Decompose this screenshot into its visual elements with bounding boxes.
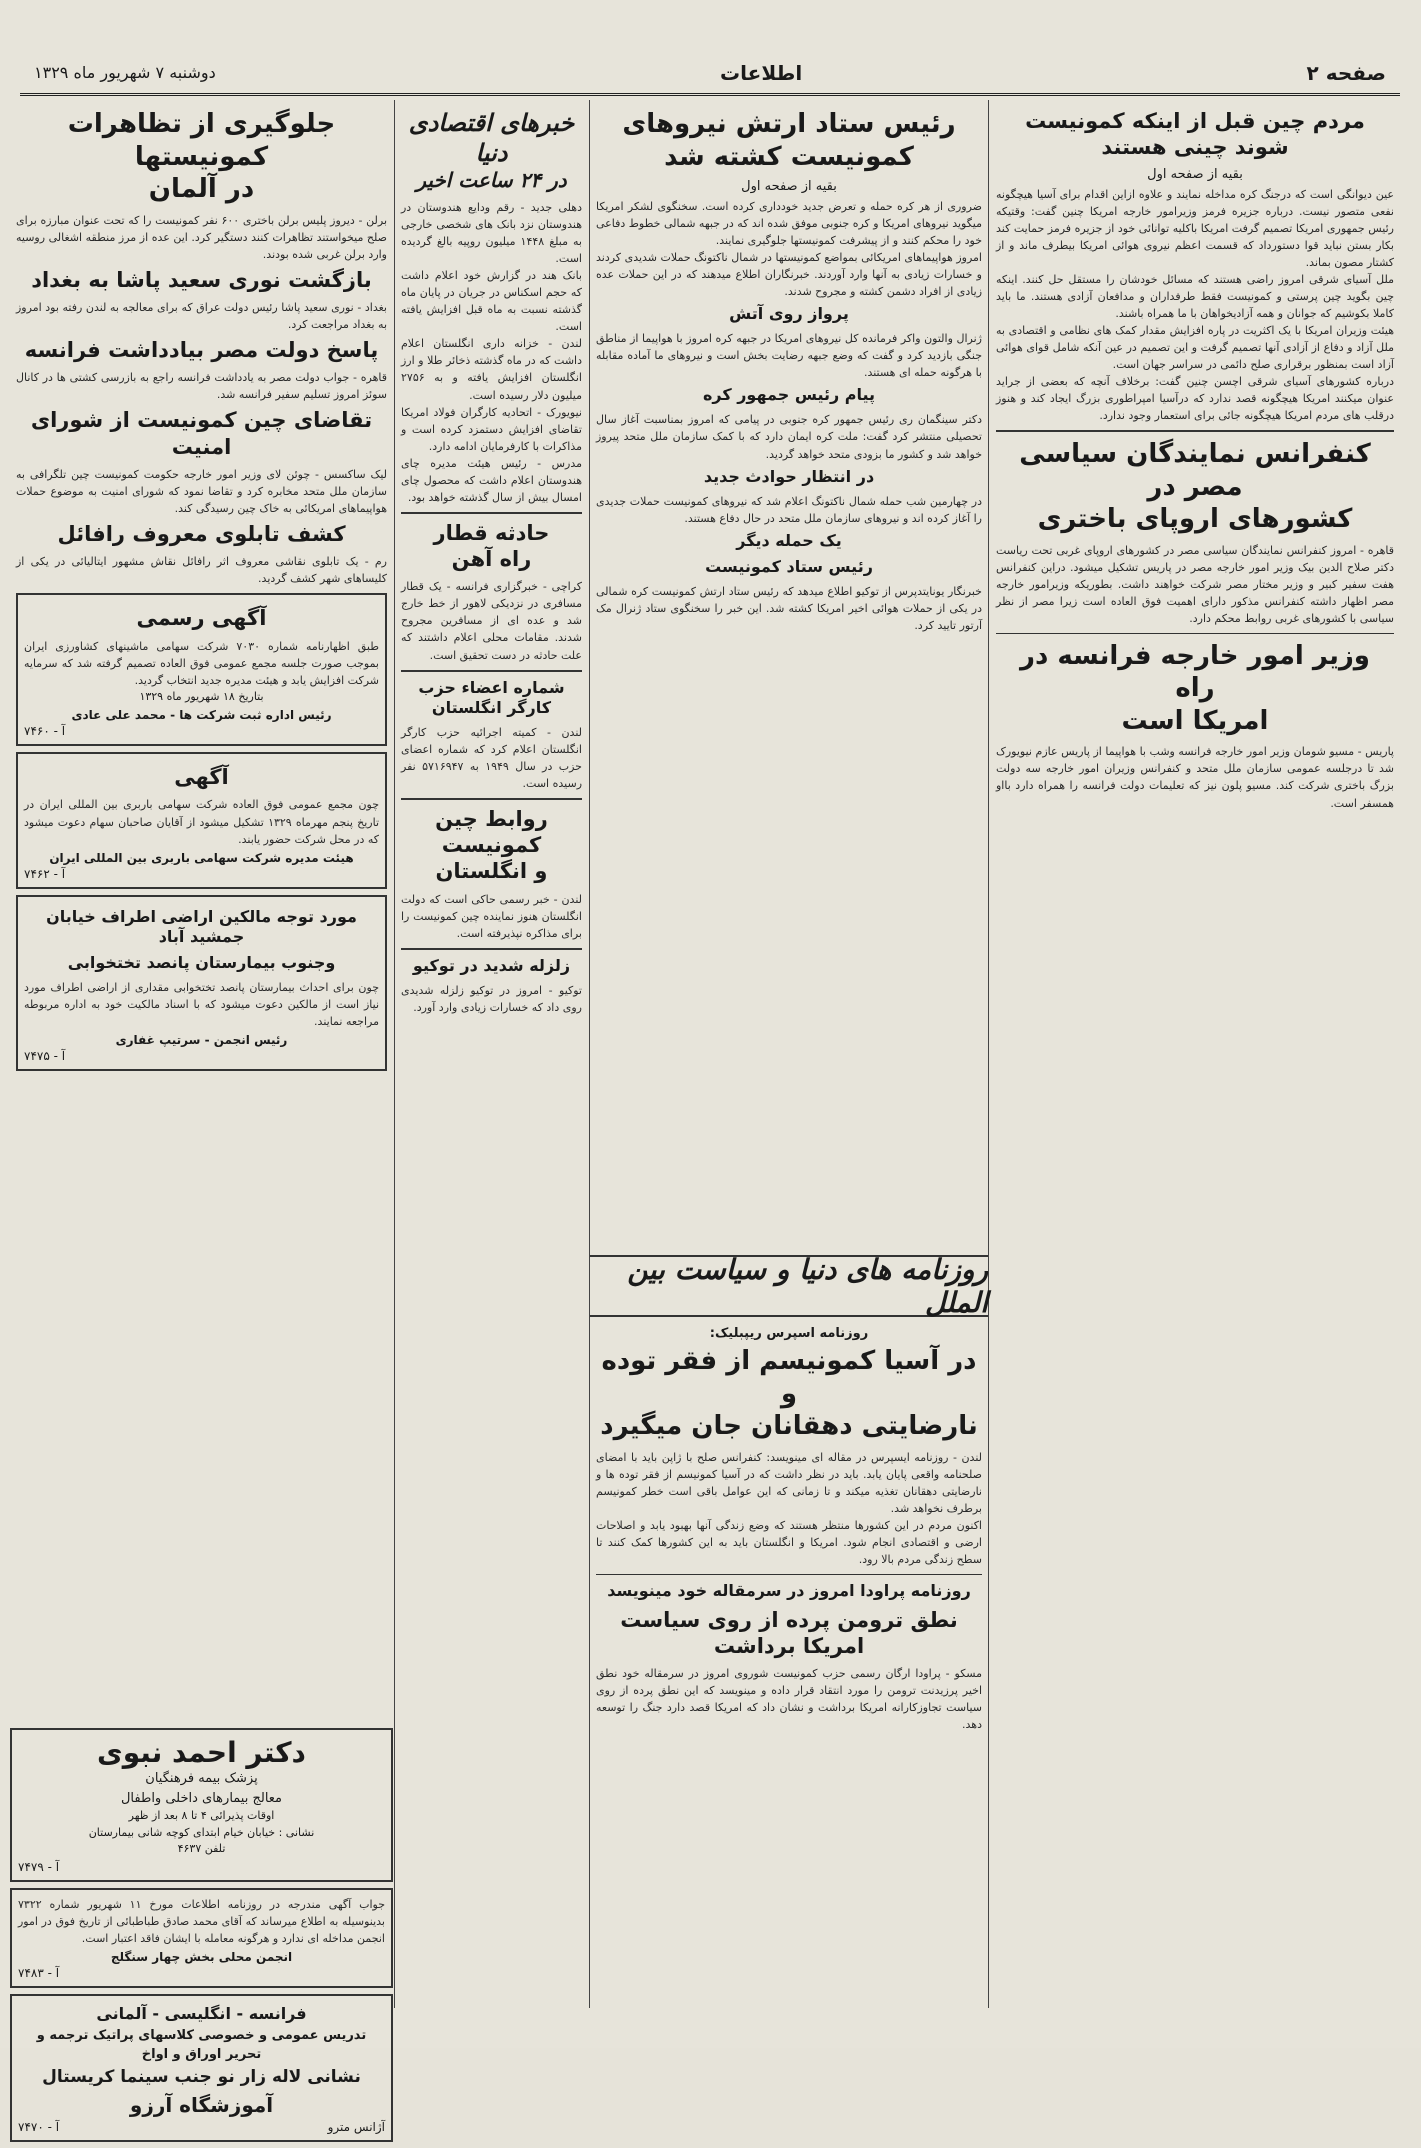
egypt-reply-headline: پاسخ دولت مصر بیادداشت فرانسه [24,337,379,362]
conference-headline [996,438,1394,536]
issue-date: دوشنبه ۷ شهریور ماه ۱۳۲۹ [34,63,216,82]
minister-headline-line1: وزیر امور خارجه فرانسه در راه [1020,640,1370,704]
doctor-line: معالج بیمارهای داخلی واطفال [120,1790,283,1806]
china-uk-headline-line1: روابط چین کمونیست [435,806,548,858]
section-divider [401,670,582,672]
doctor-phone: تلفن ۴۶۳۷ [177,1842,226,1855]
column-left [10,100,393,1718]
article-paragraph: برلن - دیروز پلیس برلن باختری ۶۰۰ نفر کمونیست را که تحت عنوان مبارزه برای صلح میخواستند تظاهرات کنند دستگیر کرد. این عده از مرز منطقه اشغالی روسیه وارد برلن غربی شده بودند. [16,213,388,261]
article-paragraph: ضروری از هر کره حمله و تعرض جدید خودداری کرده است. سخنگوی لشکر امریکا میگوید نیروهای امریکا و کره جنوبی موفق شده اند که در جبهه شمالی خطوط دفاعی خود را محکم کنند و از پیشرفت کمونیستها جلوگیری نمایند. [596,200,982,248]
subheading: در انتظار حوادث جدید [703,466,875,486]
article-paragraph: لیک ساکسس - چوئن لای وزیر امور خارجه حکومت کمونیست چین تلگرافی به سازمان ملل متحد مخابره کرد و تقاضا نمود که شورای امنیت به موضوع حملات هواپیماهای امریکائی به خاک چین رسیدگی کند. [16,467,387,515]
section-divider [401,948,582,950]
ad-text: طبق اظهارنامه شماره ۷۰۳۰ شرکت سهامی ماشینهای کشاورزی ایران بموجب صورت جلسه مجمع عمومی فوق العاده تصمیم گرفته شد که سرمایه شرکت افزایش یابد و هیئت مدیره جدید انتخاب گردید. [24,639,380,687]
article-paragraph: ژنرال والتون واکر فرمانده کل نیروهای امریکا در جبهه کره امروز با هواپیما از مناطق جنگی بازدید کرد و گفت که وضع جبهه رضایت بخش است و نیروهای ما آماده مقابله با هرگونه حمله ای هستند. [596,332,982,380]
official-notice-ad [16,593,387,746]
minister-headline [996,640,1394,738]
section-banner-title: روزنامه های دنیا و سیاست بین الملل [627,1253,988,1319]
section-divider [401,798,582,800]
school-address: نشانی لاله زار نو جنب سینما کریستال [42,2066,361,2087]
subheading: پرواز روی آتش [729,304,849,324]
doctor-ad [10,1728,393,1882]
conference-headline-line1: کنفرانس نمایندگان سیاسی مصر در [1019,439,1371,502]
column-right [990,100,1400,2008]
germany-headline [16,108,387,206]
article-paragraph: ملل آسیای شرقی امروز راضی هستند که مسائل خودشان را مستقل حل کنند. اینکه چین بگوید چین پرستی و کمونیست فقط طرفداران و مدافعان آزادی هستند. ما باید کاملا بکوشیم که جوانان و همه آزادیخواهان با ما همراه باشند. [996,272,1394,320]
continued-label: بقیه از صفحه اول [1147,166,1243,182]
ad-title: مورد توجه مالکین اراضی اطراف خیابان جمشید آباد [46,906,357,946]
ad-signature: رئیس اداره ثبت شرکت ها - محمد علی عادی [71,708,332,723]
china-un-headline: تقاضای چین کمونیست از شورای امنیت [30,408,373,459]
school-agency: آژانس مترو [327,2120,385,2135]
ad-reference: آ - ۷۴۶۰ [24,724,66,739]
ad-reference: آ - ۷۴۷۵ [24,1048,66,1063]
china-uk-headline [401,806,582,885]
germany-headline-line1: جلوگیری از تظاهرات کمونیستها [67,109,336,172]
article-paragraph: دکتر سینگمان ری رئیس جمهور کره جنوبی در پیامی که امروز بمناسبت آغاز سال تحصیلی منتشر کرد گفت: ملت کره ایمان دارد که با کمک سازمان ملل متحد پیروز خواهد شد و کشور ما بزودی متحد خواهد گردید. [596,413,982,461]
article-paragraph: لندن - روزنامه ایسپرس در مقاله ای مینویسد: کنفرانس صلح با ژاپن باید با امضای صلحنامه واقعی پایان یابد. باید در نظر داشت که در آسیا کمونیسم از فقر توده ها و نارضایتی دهقانان تغذیه میکند و تا زمانی که این عوامل باقی است خطر کمونیسم برطرف نخواهد شد. [596,1450,982,1515]
section-divider [401,512,582,514]
article-paragraph: مدرس - رئیس هیئت مدیره چای هندوستان اعلام داشت که محصول چای امسال بیش از سال گذشته خواهد بود. [401,456,582,504]
ad-text: چون برای احداث بیمارستان پانصد تختخوابی مقداری از اراضی اطراف مورد نیاز است از مالکین دعوت میشود که با اسناد مالکیت خود به اداره مربوطه مراجعه نمایند. [24,980,379,1028]
army-chief-headline [596,108,982,173]
labour-headline [401,678,582,718]
asia-headline [596,1345,982,1443]
section-banner [590,1255,988,1317]
landowners-notice-ad [16,895,387,1071]
doctor-line: پزشک بیمه فرهنگیان [145,1771,258,1786]
article-paragraph: بانک هند در گزارش خود اعلام داشت که حجم اسکناس در جریان در پایان ماه گذشته نسبت به ماه قبل افزایش یافته است. [401,269,582,334]
continued-label: بقیه از صفحه اول [741,179,837,194]
doctor-line: اوقات پذیرائی ۴ تا ۸ بعد از ظهر [128,1809,275,1822]
newspaper-name: اطلاعات [720,60,803,85]
economic-news-headline-line2: در ۲۴ ساعت اخیر [416,168,567,192]
train-headline-line1: حادثه قطار [433,520,550,545]
school-line: تدریس عمومی و خصوصی کلاسهای پراتیک ترجمه و [36,2027,367,2043]
asia-headline-line2: نارضایتی دهقانان جان میگیرد [600,1411,978,1441]
ad-subtitle: وجنوب بیمارستان پانصد تختخوابی [67,952,336,972]
article-paragraph: هیئت وزیران امریکا با یک اکثریت در پاره افزایش مقدار کمک های نظامی و اقتصادی به ملل آزاد و دفاع از آزادی آنها تصمیم گرفت و این تصمیم در عین آنکه شامل قوای هوائی آزاد است بمنظور برقراری صلح دائمی در سراسر جهان است. [996,323,1394,371]
article-paragraph: در چهارمین شب حمله شمال ناکتونگ اعلام شد که نیروهای کمونیست حملات جدیدی را آغاز کرده اند و نیروهای سازمان ملل متحد در حال دفاع هستند. [596,494,982,525]
ad-reference: آ - ۷۴۸۳ [18,1965,60,1980]
section-divider [996,430,1394,432]
ad-reference: آ - ۷۴۷۰ [18,2120,60,2135]
language-school-ad [10,1994,393,2143]
column-center [590,100,988,1313]
army-chief-headline-line2: کمونیست کشته شد [664,141,914,172]
article-paragraph: خبرنگار یونایتدپرس از توکیو اطلاع میدهد که رئیس ستاد ارتش کمونیست کره شمالی در یکی از حملات هوائی اخیر امریکا کشته شد. این خبر را سخنگوی ستاد ژنرال مک آرتور تایید کرد. [596,584,982,632]
ad-title: آگهی رسمی [136,606,267,631]
labour-headline-line2: کارگر انگلستان [431,697,552,717]
column-divider [988,100,989,2008]
quake-headline: زلزله شدید در توکیو [412,955,571,975]
school-languages: فرانسه - انگلیسی - آلمانی [96,2003,307,2023]
article-paragraph: بغداد - نوری سعید پاشا رئیس دولت عراق که برای معالجه به لندن رفته بود امروز به بغداد مراجعت کرد. [16,300,387,331]
ad-date: بتاریخ ۱۸ شهریور ماه ۱۳۲۹ [139,689,264,703]
ad-signature: هیئت مدیره شرکت سهامی باربری بین المللی ایران [49,850,354,865]
raphael-headline: کشف تابلوی معروف رافائل [57,521,346,546]
article-paragraph: درباره کشورهای آسیای شرقی اچسن چنین گفت: برخلاف آنچه که بعضی از جراید عنوان میکنند امریکا هیچگونه قصد ندارد که درآسیا امپراطوری بزرگ ایجاد کند و هنوز درقلب های مردم امریکا هیچگونه جائی برای استعمار وجود ندارد. [996,375,1394,423]
association-notice-ad [10,1888,393,1988]
truman-headline: نطق ترومن پرده از روی سیاست امریکا برداشت [620,1607,958,1659]
article-headline-china: مردم چین قبل از اینکه کمونیست شوند چینی هستند [1025,109,1365,160]
article-paragraph: پاریس - مسیو شومان وزیر امور خارجه فرانسه وشب با هواپیما از پاریس عازم نیویورک شد تا درجلسه عمومی سازمان ملل متحد و کنفرانس وزیران امور خارجه سه دولت بزرگ باختری شرکت کند. مسیو پلون نیز که تعلیمات دولت فرانسه را همراه دارد بااو همسفر است. [996,745,1394,810]
article-paragraph: لندن - خزانه داری انگلستان اعلام داشت که در ماه گذشته ذخائر طلا و ارز انگلستان افزایش یافته و به ۲۷۵۶ میلیون دلار رسیده است. [401,337,582,402]
article-paragraph: لندن - کمیته اجرائیه حزب کارگر انگلستان اعلام کرد که شماره اعضای حزب در سال ۱۹۴۹ به ۵۷۱۶۹۴۷ نفر رسیده است. [401,725,582,790]
column-narrow [395,100,588,2008]
labour-headline-line1: شماره اعضاء حزب [418,677,565,697]
school-line: تحریر اوراق و اواخ [141,2047,262,2063]
economic-news-headline-line1: خبرهای اقتصادی دنیا [408,108,575,167]
germany-headline-line2: در آلمان [148,174,255,204]
ad-signature: رئیس انجمن - سرتیپ غفاری [115,1032,288,1047]
section-divider [996,633,1394,634]
subheading: پیام رئیس جمهور کره [702,385,876,405]
ad-signature: انجمن محلی بخش چهار سنگلج [110,1949,293,1964]
china-uk-headline-line2: و انگلستان [435,859,548,884]
page-number: صفحه ۲ [1306,60,1386,85]
column-left-ads [10,1722,393,2148]
ad-title: آگهی [174,765,229,790]
ad-text: جواب آگهی مندرجه در روزنامه اطلاعات مورخ ۱۱ شهریور شماره ۷۳۲۲ بدینوسیله به اطلاع میرساند که آقای محمد صادق طباطبائی از تاریخ فوق در امور انجمن مداخله ای ندارد و هرگونه معامله با ایشان فاقد اعتبار است. [18,1897,385,1945]
article-paragraph: قاهره - امروز کنفرانس نمایندگان سیاسی مصر در کشورهای اروپای غربی تحت ریاست دکتر صلاح الدین بیک وزیر امور خارجه مصر در پاریس تشکیل میشود. دراین کنفرانس هفت سفیر کبیر و وزیر مختار مصر شرکت خواهند داشت. بطوریکه وزیرامور خارجه مصر اظهار داشته کنفرانس مذکور دارای اهمیت فوق العاده است زیرا مصر از نظر سیاسی با کشورهای غربی روابط محکم دارد. [996,543,1394,625]
subheading: رئیس ستاد کمونیست [705,556,873,576]
doctor-address: نشانی : خیابان خیام ابتدای کوچه شانی بیمارستان [88,1825,315,1839]
nuri-said-headline: بازگشت نوری سعید پاشا به بغداد [31,267,372,292]
article-paragraph: مسکو - پراودا ارگان رسمی حزب کمونیست شوروی امروز در سرمقاله خود نطق اخیر پرزیدنت ترومن را مورد انتقاد قرار داده و مینویسد که این نطق پرده از روی سیاست تجاوزکارانه امریکا برداشت و نشان داد که امریکا قصد دارد جنگ را توسعه دهد. [596,1667,982,1732]
article-paragraph: قاهره - جواب دولت مصر به یادداشت فرانسه راجع به بازرسی کشتی ها در کانال سوئز امروز تسلیم سفیر فرانسه شد. [16,371,387,402]
school-name: آموزشگاه آرزو [129,2093,274,2118]
army-chief-headline-line1: رئیس ستاد ارتش نیروهای [622,109,956,139]
conference-headline-line2: کشورهای اروپای باختری [1037,504,1353,535]
article-paragraph: رم - یک تابلوی نقاشی معروف اثر رافائل نقاش مشهور ایتالیائی در یکی از کلیساهای شهر کشف گردید. [16,555,387,586]
article-paragraph: نیویورک - اتحادیه کارگران فولاد امریکا تقاضای افزایش دستمزد کرده است و مذاکرات با کارفرمایان ادامه دارد. [401,405,582,453]
article-paragraph: دهلی جدید - رقم ودایع هندوستان در هندوستان نزد بانک های شخصی خارجی به مبلغ ۱۴۴۸ میلیون روپیه بالغ گردیده است. [401,201,582,266]
train-headline [401,520,582,573]
column-center-lower [590,1322,988,2008]
ad-text: چون مجمع عمومی فوق العاده شرکت سهامی باربری بین المللی ایران در تاریخ پنجم مهرماه ۱۳۲۹ تشکیل میشود از آقایان صاحبان سهام دعوت میشود که در محل شرکت حضور یابند. [24,798,380,846]
train-headline-line2: راه آهن [451,547,532,572]
section-divider [596,1574,982,1575]
pravda-headline: روزنامه پراودا امروز در سرمقاله خود مینویسد [607,1580,971,1600]
source-label: روزنامه اسپرس ریپبلیک: [709,1326,869,1341]
shareholder-notice-ad [16,752,387,888]
asia-headline-line1: در آسیا کمونیسم از فقر توده و [601,1346,977,1409]
article-paragraph: کراچی - خبرگزاری فرانسه - یک قطار مسافری در نزدیکی لاهور از خط خارج شد و عده ای از مسافرین مجروح شدند. مقامات محلی اعلام داشتند که علت حادثه در دست تحقیق است. [401,580,582,662]
subheading: یک حمله دیگر [736,530,842,550]
economic-news-headline [401,108,582,193]
doctor-name: دکتر احمد نبوی [97,1736,306,1769]
article-paragraph: امروز هواپیماهای امریکائی بمواضع کمونیستها در شمال ناکتونگ حملات شدیدی کردند و خسارات زیادی به آنها وارد آوردند. خبرنگاران اطلاع میدهند که در این حملات عده زیادی از افراد دشمن کشته و مجروح شدند. [596,251,982,299]
ad-reference: آ - ۷۴۶۲ [24,866,66,881]
article-paragraph: عین دیوانگی است که درجنگ کره مداخله نمایند و علاوه ازاین اقدام برای آسیا هیچگونه نفعی متصور نیست. درباره جزیره فرمز وزیرامور خارجه امریکا چنین گفت: وقتیکه رئیس جمهوری امریکا تصمیم گرفت امریکا باکلیه توانائی خود از جزیره فرمز حمایت کند بکار بستن نباید قوا دستورداد که قسمت اعظم نیروی هوائی امریکا بیطرف ماند و از کشتار مصون بماند. [996,187,1394,269]
minister-headline-line2: امریکا است [1121,705,1269,736]
school-footer [18,2120,385,2134]
page-header [20,52,1400,96]
article-paragraph: توکیو - امروز در توکیو زلزله شدیدی روی داد که خسارات زیادی وارد آورد. [401,983,582,1014]
article-paragraph: اکنون مردم در این کشورها منتظر هستند که وضع زندگی آنها بهبود یابد و اصلاحات ارضی و اقتصادی انجام شود. امریکا و انگلستان باید به این کشورها کمک کنند تا سطح زندگی مردم بالا رود. [596,1518,982,1566]
article-paragraph: لندن - خبر رسمی حاکی است که دولت انگلستان هنوز نماینده چین کمونیست را برای مذاکره نپذیرفته است. [401,892,582,940]
ad-reference: آ - ۷۴۷۹ [18,1859,60,1874]
